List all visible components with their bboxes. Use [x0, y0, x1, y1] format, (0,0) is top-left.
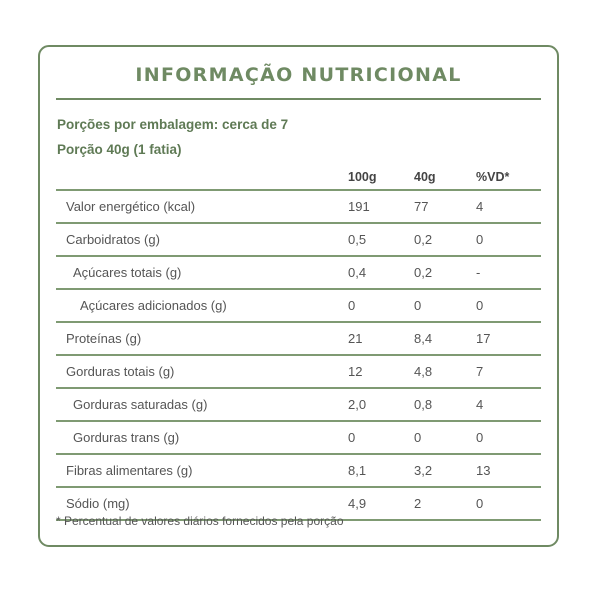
table-row — [56, 453, 541, 486]
value-per-serving: 77 — [414, 199, 429, 214]
table-row — [56, 354, 541, 387]
table-row — [56, 387, 541, 420]
value-per-100g: 4,9 — [348, 496, 367, 511]
daily-value-percent: 17 — [476, 331, 491, 346]
table-row — [56, 321, 541, 354]
value-per-serving: 0,2 — [414, 232, 433, 247]
value-per-100g: 0 — [348, 298, 356, 313]
value-per-serving: 0,2 — [414, 265, 433, 280]
nutrient-label: Sódio (mg) — [66, 496, 130, 511]
column-header-100g: 100g — [348, 170, 377, 184]
nutrient-label: Gorduras totais (g) — [66, 364, 175, 379]
daily-value-percent: 4 — [476, 199, 484, 214]
servings-per-package: Porções por embalagem: cerca de 7 — [57, 117, 289, 132]
value-per-serving: 3,2 — [414, 463, 433, 478]
value-per-100g: 0,5 — [348, 232, 367, 247]
page-title: INFORMAÇÃO NUTRICIONAL — [135, 64, 462, 86]
nutrient-label: Valor energético (kcal) — [66, 199, 196, 214]
table-row — [56, 255, 541, 288]
title-divider — [56, 98, 541, 100]
footnote: * Percentual de valores diários fornecidos pela porção — [56, 514, 344, 528]
nutrient-label: Açúcares adicionados (g) — [80, 298, 227, 313]
table-row — [56, 288, 541, 321]
daily-value-percent: 4 — [476, 397, 484, 412]
nutrient-label: Gorduras saturadas (g) — [73, 397, 208, 412]
serving-size: Porção 40g (1 fatia) — [57, 142, 182, 157]
value-per-100g: 8,1 — [348, 463, 367, 478]
nutrition-facts-card — [38, 45, 559, 547]
value-per-100g: 12 — [348, 364, 363, 379]
value-per-serving: 0 — [414, 298, 422, 313]
value-per-serving: 0 — [414, 430, 422, 445]
nutrient-label: Gorduras trans (g) — [73, 430, 180, 445]
column-header-40g: 40g — [414, 170, 436, 184]
value-per-100g: 21 — [348, 331, 363, 346]
nutrient-label: Carboidratos (g) — [66, 232, 160, 247]
nutrition-table — [56, 189, 541, 521]
daily-value-percent: 0 — [476, 298, 484, 313]
table-row — [56, 222, 541, 255]
nutrient-label: Fibras alimentares (g) — [66, 463, 193, 478]
daily-value-percent: 0 — [476, 232, 484, 247]
value-per-100g: 2,0 — [348, 397, 367, 412]
value-per-serving: 2 — [414, 496, 422, 511]
daily-value-percent: 13 — [476, 463, 491, 478]
daily-value-percent: 0 — [476, 430, 484, 445]
nutrient-label: Açúcares totais (g) — [73, 265, 182, 280]
table-row — [56, 189, 541, 222]
nutrient-label: Proteínas (g) — [66, 331, 142, 346]
value-per-100g: 191 — [348, 199, 370, 214]
value-per-serving: 4,8 — [414, 364, 433, 379]
value-per-serving: 0,8 — [414, 397, 433, 412]
daily-value-percent: 0 — [476, 496, 484, 511]
daily-value-percent: - — [476, 265, 481, 280]
daily-value-percent: 7 — [476, 364, 484, 379]
value-per-serving: 8,4 — [414, 331, 433, 346]
value-per-100g: 0 — [348, 430, 356, 445]
value-per-100g: 0,4 — [348, 265, 367, 280]
column-header-vd: %VD* — [476, 170, 510, 184]
table-row — [56, 420, 541, 453]
